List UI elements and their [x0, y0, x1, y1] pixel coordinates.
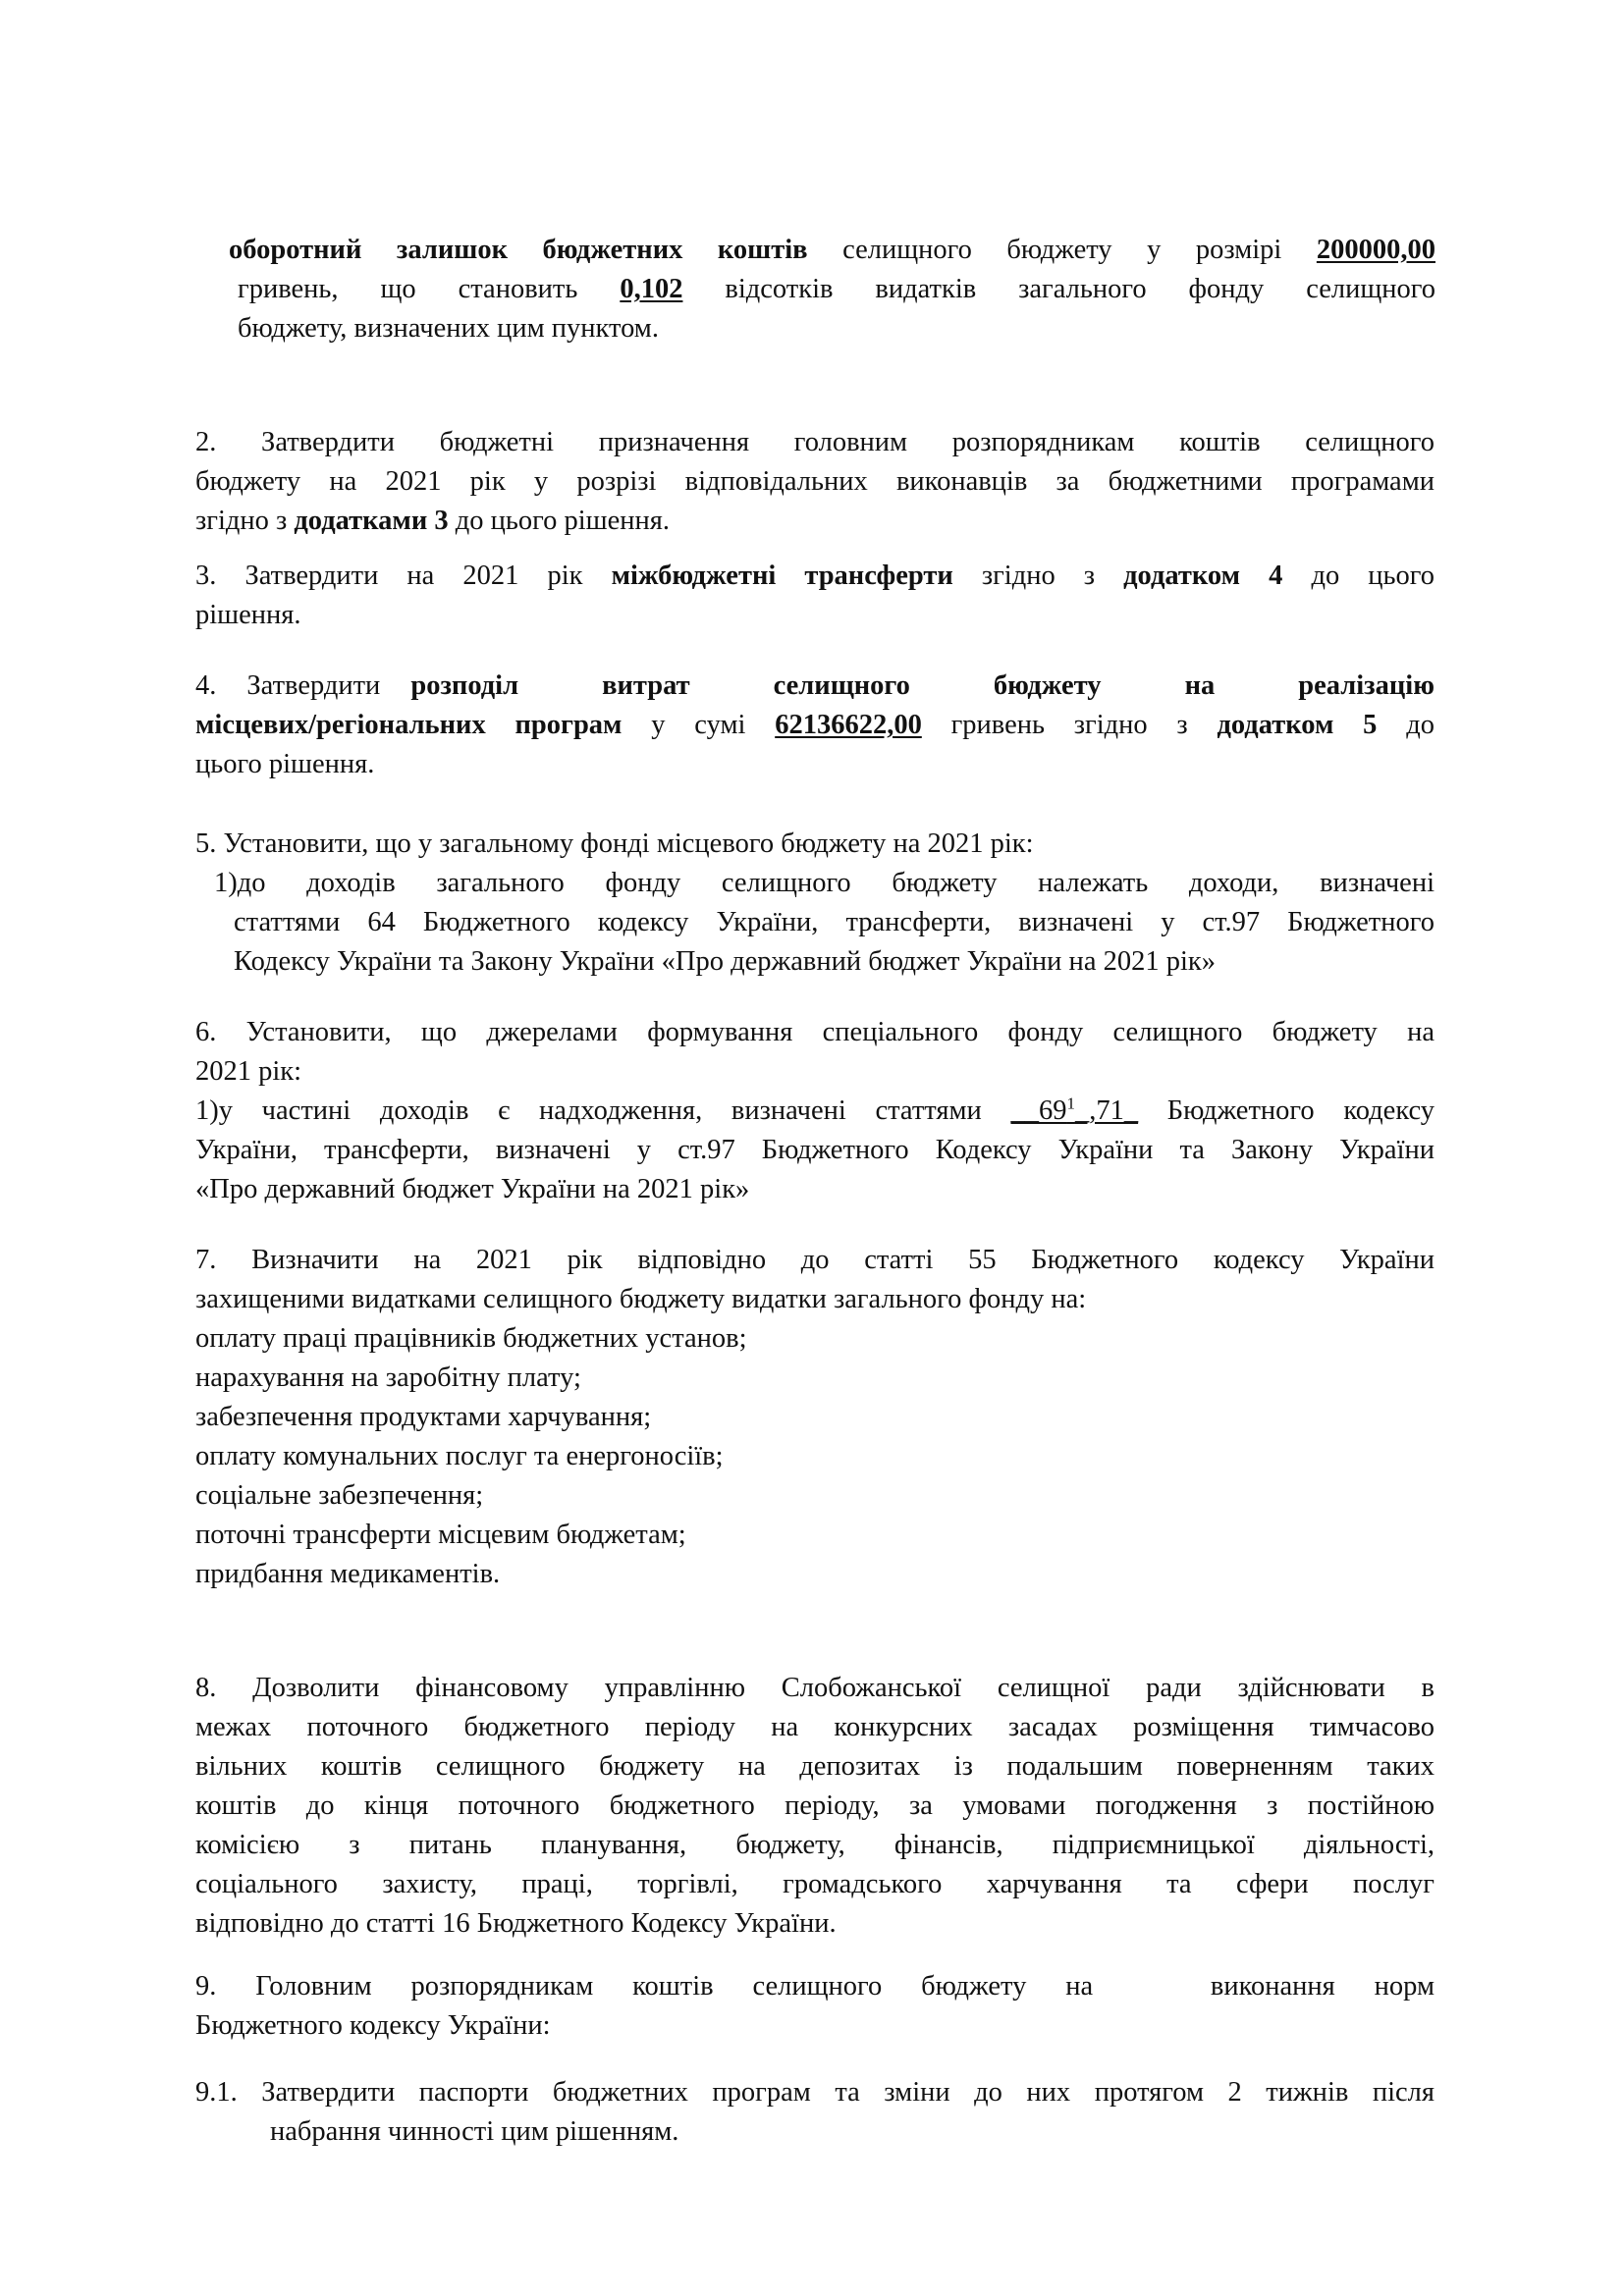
text-run: відсотків видатків загального фонду селищного [682, 274, 1436, 304]
list-item: нарахування на заробітну плату; [195, 1362, 581, 1393]
text-line [195, 557, 1435, 596]
bold-text: додатком 4 [1123, 561, 1283, 591]
text-run: _,71_ [1074, 1095, 1139, 1126]
text-line: рішення. [195, 600, 301, 630]
text-line: статтями 64 Бюджетного кодексу України, трансферти, визначені у ст.97 Бюджетного [234, 907, 1435, 937]
text-line: 8. Дозволити фінансовому управлінню Слобожанської селищної ради здійснювати в [195, 1673, 1435, 1703]
text-line: України, трансферти, визначені у ст.97 Бюджетного Кодексу України та Закону України [195, 1135, 1435, 1165]
text-run: згідно з [952, 561, 1124, 591]
bold-text: додатком 5 [1217, 710, 1378, 740]
text-line: коштів до кінця поточного бюджетного періоду, за умовами погодження з постійною [195, 1790, 1435, 1821]
text-line [195, 706, 1435, 745]
text-line: набрання чинності цим рішенням. [270, 2116, 679, 2147]
text-run: __69 [1010, 1095, 1067, 1126]
text-line [195, 502, 1435, 541]
paragraph-item-6 [195, 1013, 1435, 1209]
text-run: до цього рішення. [448, 506, 670, 536]
text-line: бюджету, визначених цим пунктом. [238, 313, 659, 344]
superscript: 1 [1066, 1094, 1075, 1113]
text-run: гривень, що становить [238, 274, 621, 304]
list-item: оплату праці працівників бюджетних установ; [195, 1323, 747, 1354]
paragraph-item-5 [195, 825, 1435, 982]
text-line [229, 270, 1435, 309]
text-line: Бюджетного кодексу України: [195, 2010, 551, 2041]
bold-text: додатками 3 [294, 506, 449, 536]
paragraph-item-3 [195, 557, 1435, 635]
text-line [195, 667, 1435, 706]
bold-text: розподіл витрат селищного бюджету на реалізацію [410, 670, 1435, 701]
text-line: 5. Установити, що у загальному фонді місцевого бюджету на 2021 рік: [195, 828, 1034, 859]
list-item: оплату комунальних послуг та енергоносіїв; [195, 1441, 724, 1471]
articles-underlined [1010, 1095, 1138, 1126]
paragraph-item-2 [195, 423, 1435, 541]
list-item: поточні трансферти місцевим бюджетам; [195, 1520, 686, 1550]
text-line: 7. Визначити на 2021 рік відповідно до статті 55 Бюджетного кодексу України [195, 1245, 1435, 1275]
bold-text: місцевих/регіональних програм [195, 710, 623, 740]
text-line: 6. Установити, що джерелами формування спеціального фонду селищного бюджету на [195, 1017, 1435, 1047]
text-line: комісією з питань планування, бюджету, фінансів, підприємницької діяльності, [195, 1830, 1435, 1860]
percent-underlined: 0,102 [620, 274, 683, 304]
text-line: 1)до доходів загального фонду селищного бюджету належать доходи, визначені [214, 868, 1435, 898]
text-line: відповідно до статті 16 Бюджетного Кодексу України. [195, 1908, 837, 1939]
list-item: забезпечення продуктами харчування; [195, 1402, 652, 1432]
text-run: Бюджетного кодексу [1138, 1095, 1435, 1126]
text-line: 2021 рік: [195, 1056, 302, 1087]
text-run: до [1377, 710, 1435, 740]
text-run: селищного бюджету у розмірі [807, 235, 1317, 265]
paragraph-working-balance [229, 231, 1435, 348]
text-line: соціального захисту, праці, торгівлі, громадського харчування та сфери послуг [195, 1869, 1435, 1899]
text-run: 4. Затвердити [195, 670, 411, 701]
paragraph-item-9 [195, 1967, 1435, 2046]
list-item: соціальне забезпечення; [195, 1480, 484, 1511]
bold-text: міжбюджетні трансферти [611, 561, 953, 591]
text-run: у сумі [622, 710, 776, 740]
list-item: придбання медикаментів. [195, 1559, 501, 1589]
text-line: 9. Головним розпорядникам коштів селищного бюджету на виконання норм [195, 1971, 1435, 2002]
text-run: 1)у частині доходів є надходження, визначені статтями [195, 1095, 1011, 1126]
paragraph-item-9-1 [195, 2073, 1435, 2152]
paragraph-item-7 [195, 1241, 1435, 1594]
text-line [229, 231, 1435, 270]
paragraph-item-8 [195, 1669, 1435, 1944]
text-line: 2. Затвердити бюджетні призначення головним розпорядникам коштів селищного [195, 427, 1435, 457]
amount-underlined: 62136622,00 [775, 710, 922, 740]
text-run: до цього [1282, 561, 1435, 591]
text-line: бюджету на 2021 рік у розрізі відповідальних виконавців за бюджетними програмами [195, 466, 1435, 497]
text-run: гривень згідно з [921, 710, 1218, 740]
text-line: Кодексу України та Закону України «Про державний бюджет України на 2021 рік» [234, 946, 1216, 977]
text-line: 9.1. Затвердити паспорти бюджетних програм та зміни до них протягом 2 тижнів після [195, 2077, 1435, 2108]
text-line: «Про державний бюджет України на 2021 рік» [195, 1174, 750, 1204]
text-line: захищеними видатками селищного бюджету видатки загального фонду на: [195, 1284, 1087, 1314]
text-line: цього рішення. [195, 749, 375, 779]
text-line: вільних коштів селищного бюджету на депозитах із подальшим поверненням таких [195, 1751, 1435, 1782]
amount-underlined: 200000,00 [1316, 235, 1435, 265]
text-line: межах поточного бюджетного періоду на конкурсних засадах розміщення тимчасово [195, 1712, 1435, 1742]
paragraph-item-4 [195, 667, 1435, 784]
text-run: 3. Затвердити на 2021 рік [195, 561, 612, 591]
text-line [195, 1092, 1435, 1131]
text-run: згідно з [195, 506, 295, 536]
bold-text: оборотний залишок бюджетних коштів [229, 235, 808, 265]
